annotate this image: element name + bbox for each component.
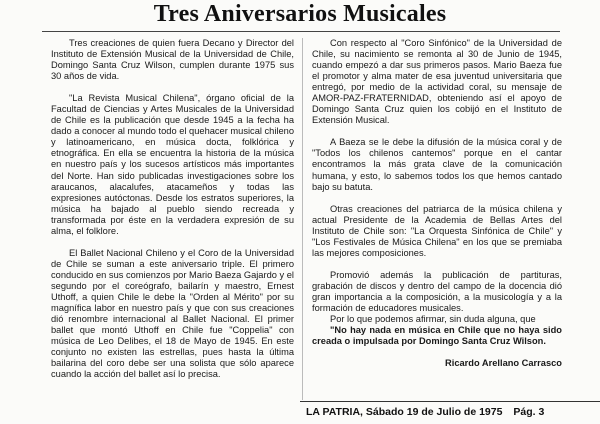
- author-signature: Ricardo Arellano Carrasco: [445, 358, 562, 369]
- right-column: [312, 38, 562, 369]
- paragraph-revista: "La Revista Musical Chilena", órgano oficial de la Facultad de Ciencias y Artes Musicales de la Universidad de Chile es la publicación que desde 1945 a la fecha ha dado a conocer al mundo todo el quehacer musical chileno y latinoamericano, en música docta, folklórica y etnográfica. En ella se encuentra la historia de la música en nuestro país y los sucesos artísticos más importantes del Norte. Han sido publicadas investigaciones sobre los araucanos, alacalufes, atacameños y todas las expresiones autóctonas. Desde los estratos superiores, la música ha bajado al pueblo siendo recreada y transformada por éste en la verdadera expresión de su alma, el folklore.: [51, 93, 294, 236]
- paragraph-conclusion: Por lo que podemos afirmar, sin duda alguna, que: [330, 314, 536, 325]
- title-rule: [42, 31, 560, 32]
- page-footer: [306, 406, 600, 418]
- paragraph-baeza: A Baeza se le debe la difusión de la música coral y de "Todos los chilenos cantemos" porque en el cantar encontramos la más grata clave de la comunicación humana, y esto, lo sabemos todos los que hemos cantado bajo su batuta.: [312, 137, 562, 192]
- left-column: [51, 38, 294, 380]
- footer-date: Sábado 19 de Julio de 1975: [365, 406, 503, 418]
- paragraph-coro: Con respecto al "Coro Sinfónico" de la Universidad de Chile, su nacimiento se remonta al 30 de Junio de 1945, cuando empezó a dar sus primeros pasos. Mario Baeza fue el promotor y alma mater de esa juventud universitaria que entregó, por medio de la actividad coral, su mensaje de AMOR-PAZ-FRATERNIDAD, obteniendo así el apoyo de Domingo Santa Cruz quien los cobijó en el Instituto de Extensión Musical.: [312, 38, 562, 126]
- paragraph-promovio: Promovió además la publicación de partituras, grabación de discos y dentro del campo de la docencia dió gran importancia a la composición, a la musicología y a la formación de educadores musicales.: [312, 269, 562, 313]
- column-divider: [302, 38, 303, 400]
- footer-newspaper: LA PATRIA,: [306, 406, 363, 418]
- paragraph-intro: Tres creaciones de quien fuera Decano y Director del Instituto de Extensión Musical de la Universidad de Chile, Domingo Santa Cruz Wilson, cumplen durante 1975 sus 30 años de vida.: [51, 38, 294, 82]
- paragraph-ballet: El Ballet Nacional Chileno y el Coro de la Universidad de Chile se suman a este aniversario triple. El primero conducido en sus comienzos por Mario Baeza Gajardo y el segundo por el coreógrafo, bailarín y maestro, Ernest Uthoff, a quien Chile le debe la "Orden al Mérito" por su magnífica labor en nuestro país y que con sus creaciones dió renombre internacional al Ballet Nacional. El primer ballet que montó Uthoff en Chile fue "Coppelia" con música de Leo Delibes, el 18 de Mayo de 1945. En este conjunto no existen las estrellas, pues hasta la última bailarina del coro debe ser una solista que sólo aparece cuando la acción del ballet así lo precisa.: [51, 247, 294, 380]
- paragraph-otras-creaciones: Otras creaciones del patriarca de la música chilena y actual Presidente de la Academia de Bellas Artes del Instituto de Chile son: "La Orquesta Sinfónica de Chile" y "Los Festivales de Música Chilena" en los que se premiaba las mejores composiciones.: [312, 203, 562, 258]
- closing-quote: "No hay nada en música en Chile que no haya sido creada o impulsada por Domingo Santa Cruz Wilson.: [312, 325, 562, 347]
- article-title: Tres Aniversarios Musicales: [153, 1, 447, 27]
- footer-page: Pág. 3: [513, 406, 545, 418]
- footer-rule: [300, 401, 600, 402]
